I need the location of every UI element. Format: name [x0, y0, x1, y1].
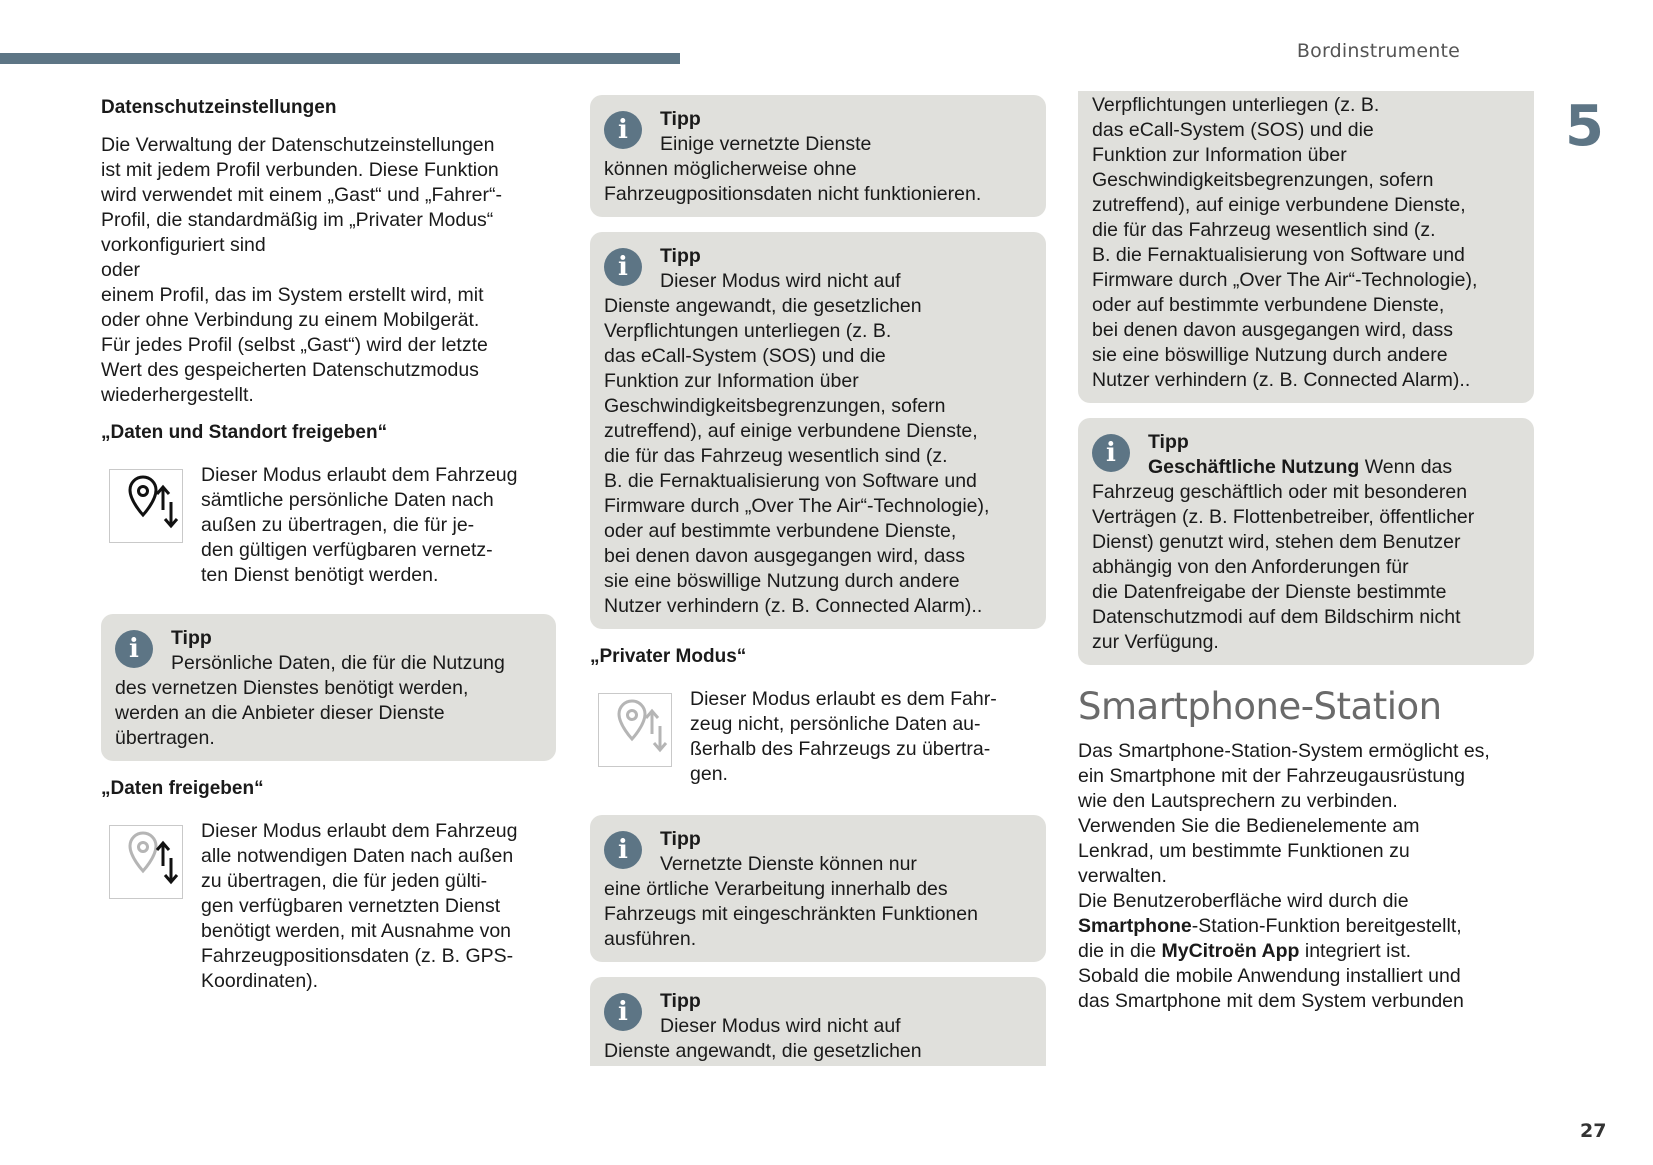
text-line: Firmware durch „Over The Air“-Technologie), [604, 495, 990, 517]
text-line: Geschwindigkeitsbegrenzungen, sofern [604, 395, 946, 417]
text-line: gen. [690, 763, 728, 785]
tip-box-position-data [590, 95, 1046, 217]
text-line: oder auf bestimmte verbundene Dienste, [1092, 294, 1445, 316]
text-line: ist mit jedem Profil verbunden. Diese Funktion [101, 159, 499, 181]
share-data-heading: „Daten freigeben“ [101, 778, 264, 799]
text-line: bei denen davon ausgegangen wird, dass [604, 545, 966, 567]
text-line: Verwenden Sie die Bedienelemente am [1078, 815, 1420, 837]
text-span: Wenn das [1359, 456, 1453, 478]
text-line: sämtliche persönliche Daten nach [201, 489, 494, 511]
text-line: sie eine böswillige Nutzung durch andere [1092, 344, 1448, 366]
text-line: zu übertragen, die für jeden gülti- [201, 870, 488, 892]
text-line: wiederhergestellt. [101, 384, 254, 406]
tip-title: Tipp [660, 990, 701, 1012]
text-line: des vernetzen Dienstes benötigt werden, [115, 677, 469, 699]
tip-title: Tipp [1148, 431, 1189, 453]
text-line: das eCall-System (SOS) und die [1092, 119, 1374, 141]
text-line: bei denen davon ausgegangen wird, dass [1092, 319, 1454, 341]
text-line: verwalten. [1078, 865, 1167, 887]
text-line: Lenkrad, um bestimmte Funktionen zu [1078, 840, 1410, 862]
text-line: ßerhalb des Fahrzeugs zu übertra- [690, 738, 991, 760]
text-line: Dieser Modus erlaubt dem Fahrzeug [201, 820, 518, 842]
chapter-number: 5 [1565, 94, 1604, 159]
text-line: Firmware durch „Over The Air“-Technologie), [1092, 269, 1478, 291]
text-line: Vernetzte Dienste können nur [660, 853, 917, 875]
text-line: übertragen. [115, 727, 215, 749]
column-left [101, 95, 556, 994]
text-line: sie eine böswillige Nutzung durch andere [604, 570, 960, 592]
text-line: außen zu übertragen, die für je- [201, 514, 475, 536]
text-line: Nutzer verhindern (z. B. Connected Alarm).. [1092, 369, 1471, 391]
tip-box-legal-services-2-continued [1078, 91, 1534, 403]
location-transfer-icon [109, 469, 183, 543]
private-mode-text [690, 687, 1046, 787]
text-line: oder ohne Verbindung zu einem Mobilgerät. [101, 309, 480, 331]
text-line: Dieser Modus erlaubt es dem Fahr- [690, 688, 997, 710]
text-line: Dieser Modus erlaubt dem Fahrzeug [201, 464, 518, 486]
text-line: zutreffend), auf einige verbundene Dienste, [1092, 194, 1466, 216]
text-line: B. die Fernaktualisierung von Software und [604, 470, 977, 492]
text-line: ten Dienst benötigt werden. [201, 564, 439, 586]
text-line: Verpflichtungen unterliegen (z. B. [1092, 94, 1380, 116]
info-icon: i [604, 831, 642, 869]
column-middle [590, 95, 1046, 1066]
text-line: wie den Lautsprechern zu verbinden. [1078, 790, 1398, 812]
private-mode-icon [598, 693, 672, 767]
tip-box-legal-services-2 [590, 977, 1046, 1066]
header-accent-bar [0, 53, 680, 64]
text-line: das Smartphone mit dem System verbunden [1078, 990, 1464, 1012]
text-line: ausführen. [604, 928, 697, 950]
text-span: die in die [1078, 940, 1162, 962]
text-line: Verpflichtungen unterliegen (z. B. [604, 320, 892, 342]
text-line: Funktion zur Information über [1092, 144, 1347, 166]
text-span: integriert ist. [1299, 940, 1412, 962]
business-use-label: Geschäftliche Nutzung [1148, 456, 1360, 478]
text-line: Funktion zur Information über [604, 370, 859, 392]
text-line [1078, 914, 1534, 939]
text-line: benötigt werden, mit Ausnahme von [201, 920, 512, 942]
text-line: Sobald die mobile Anwendung installiert und [1078, 965, 1461, 987]
text-line: Profil, die standardmäßig im „Privater Modus“ [101, 209, 494, 231]
text-line: B. die Fernaktualisierung von Software und [1092, 244, 1465, 266]
tip-box-legal-services [590, 232, 1046, 629]
text-line: können möglicherweise ohne [604, 158, 857, 180]
text-line: Für jedes Profil (selbst „Gast“) wird der letzte [101, 334, 488, 356]
text-line: Datenschutzmodi auf dem Bildschirm nicht [1092, 606, 1461, 628]
text-line: die für das Fahrzeug wesentlich sind (z. [1092, 219, 1436, 241]
text-span: -Station-Funktion bereitgestellt, [1191, 915, 1462, 937]
private-mode-heading: „Privater Modus“ [590, 646, 747, 667]
text-line: Fahrzeugpositionsdaten (z. B. GPS- [201, 945, 514, 967]
text-line: werden an die Anbieter dieser Dienste [115, 702, 445, 724]
tip-box-personal-data [101, 614, 556, 761]
text-line: Dieser Modus wird nicht auf [660, 1015, 901, 1037]
private-mode [590, 687, 1046, 787]
text-line: einem Profil, das im System erstellt wird, mit [101, 284, 484, 306]
text-line: die für das Fahrzeug wesentlich sind (z. [604, 445, 948, 467]
smartphone-station-heading: Smartphone-Station [1078, 685, 1442, 728]
text-line [1148, 455, 1520, 480]
text-line: zur Verfügung. [1092, 631, 1219, 653]
text-line: Das Smartphone-Station-System ermöglicht es, [1078, 740, 1490, 762]
mycitroen-app-label: MyCitroën App [1161, 940, 1300, 962]
tip-title: Tipp [171, 627, 212, 649]
column-right [1078, 95, 1534, 1014]
share-data-location-mode [101, 463, 556, 588]
text-line: zutreffend), auf einige verbundene Dienste, [604, 420, 978, 442]
text-line: oder auf bestimmte verbundene Dienste, [604, 520, 957, 542]
text-line: das eCall-System (SOS) und die [604, 345, 886, 367]
info-icon: i [115, 630, 153, 668]
text-line: wird verwendet mit einem „Gast“ und „Fahrer“- [101, 184, 502, 206]
info-icon: i [604, 993, 642, 1031]
section-title: Bordinstrumente [1296, 40, 1460, 62]
share-data-mode [101, 819, 556, 994]
text-line: gen verfügbaren vernetzten Dienst [201, 895, 501, 917]
text-line: Dieser Modus wird nicht auf [660, 270, 901, 292]
privacy-settings-heading: Datenschutzeinstellungen [101, 97, 337, 118]
text-line: vorkonfiguriert sind [101, 234, 266, 256]
text-line: Dienste angewandt, die gesetzlichen [604, 295, 922, 317]
smartphone-station-text [1078, 739, 1534, 1014]
text-line [1078, 939, 1534, 964]
text-line: Fahrzeugs mit eingeschränkten Funktionen [604, 903, 978, 925]
share-data-location-heading: „Daten und Standort freigeben“ [101, 422, 388, 443]
text-line: Verträgen (z. B. Flottenbetreiber, öffentlicher [1092, 506, 1475, 528]
text-line: Die Benutzeroberfläche wird durch die [1078, 890, 1409, 912]
text-line: Persönliche Daten, die für die Nutzung [171, 652, 505, 674]
privacy-intro-text [101, 133, 556, 408]
text-line: Die Verwaltung der Datenschutzeinstellungen [101, 134, 495, 156]
share-data-text [201, 819, 556, 994]
tip-box-business-use [1078, 418, 1534, 665]
page-number: 27 [1580, 1120, 1607, 1142]
text-line: abhängig von den Anforderungen für [1092, 556, 1409, 578]
share-data-location-text [201, 463, 556, 588]
tip-title: Tipp [660, 828, 701, 850]
smartphone-label: Smartphone [1078, 915, 1192, 937]
text-line: Geschwindigkeitsbegrenzungen, sofern [1092, 169, 1434, 191]
text-line: eine örtliche Verarbeitung innerhalb des [604, 878, 948, 900]
text-line: oder [101, 259, 141, 281]
text-line: Wert des gespeicherten Datenschutzmodus [101, 359, 479, 381]
text-line: Fahrzeugpositionsdaten nicht funktionieren. [604, 183, 982, 205]
text-line: alle notwendigen Daten nach außen [201, 845, 514, 867]
text-line: ein Smartphone mit der Fahrzeugausrüstung [1078, 765, 1465, 787]
tip-title: Tipp [660, 245, 701, 267]
info-icon: i [604, 248, 642, 286]
text-line: Dienst) genutzt wird, stehen dem Benutzer [1092, 531, 1461, 553]
text-line: Koordinaten). [201, 970, 319, 992]
text-line: den gültigen verfügbaren vernetz- [201, 539, 493, 561]
info-icon: i [1092, 434, 1130, 472]
text-line: Dienste angewandt, die gesetzlichen [604, 1040, 922, 1062]
tip-title: Tipp [660, 108, 701, 130]
info-icon: i [604, 111, 642, 149]
data-transfer-icon [109, 825, 183, 899]
tip-box-local-processing [590, 815, 1046, 962]
text-line: Einige vernetzte Dienste [660, 133, 872, 155]
text-line: die Datenfreigabe der Dienste bestimmte [1092, 581, 1447, 603]
text-line: Nutzer verhindern (z. B. Connected Alarm).. [604, 595, 983, 617]
text-line: zeug nicht, persönliche Daten au- [690, 713, 981, 735]
text-line: Fahrzeug geschäftlich oder mit besonderen [1092, 481, 1468, 503]
